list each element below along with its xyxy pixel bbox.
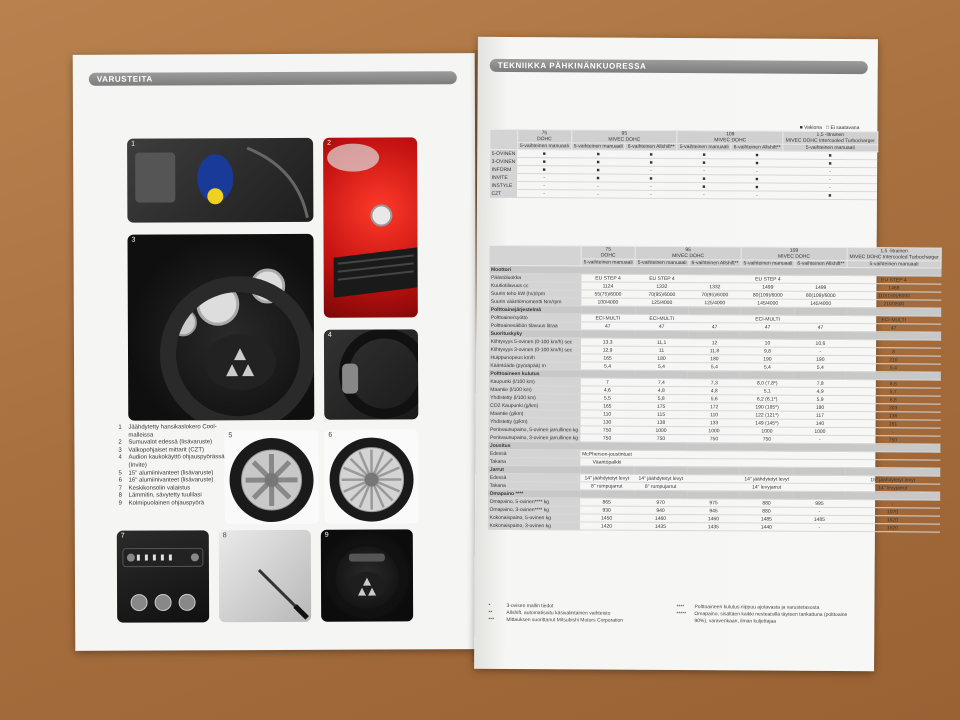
cell-value: 5,4: [581, 362, 635, 370]
cell-value: 6,2 (6,1*): [740, 395, 794, 403]
row-label: Omapaino, 5-ovinen**** kg: [488, 497, 580, 506]
cell-value: 10: [740, 339, 794, 347]
cell-value: 5,4: [688, 363, 740, 371]
cell-value: 7: [580, 378, 634, 386]
cell-value: 995: [793, 499, 845, 507]
audio-controls-illustration: [324, 329, 418, 419]
cell-value: 115: [634, 410, 688, 418]
footnotes-right: [676, 604, 856, 626]
page-heading: TEKNIIKKA PÄHKINÄNKUORESSA: [490, 59, 868, 74]
engine-header: 75 DOHC: [517, 130, 571, 143]
legend-item: 1 Jäähdytetty hansikaslokero Cool-malleissa: [118, 424, 217, 439]
cell-value: 165: [581, 354, 635, 362]
cell-value: ■: [677, 175, 731, 183]
cell-value: ■: [625, 174, 677, 182]
cell-value: 1332: [635, 282, 689, 290]
gearbox-header: 5-vaihteinen manuaali: [847, 261, 941, 269]
row-label: Polttoaine/syöttö: [489, 313, 581, 322]
legend-item: 2 Sumuvalot edessä (lisävaruste): [118, 439, 213, 446]
footnotes-left: [488, 603, 668, 625]
gearbox-header: 6-vaihteinen Allshift**: [689, 260, 741, 267]
photo-wheel-15: [224, 430, 318, 524]
photo-windshield: [219, 530, 311, 622]
row-label: Edessä: [488, 473, 580, 482]
cell-value: 47: [795, 323, 847, 331]
row-label: CO2 Kaupunki (g/km): [488, 401, 580, 410]
legend-item: 4 Audion kaukokäyttö ohjauspyörässä (Invite): [118, 454, 225, 469]
cell-value: 5,4: [794, 363, 846, 371]
cell-value: ■: [571, 158, 625, 166]
cell-value: 110: [580, 410, 634, 418]
cell-value: -: [793, 523, 845, 531]
cell-value: ■: [517, 158, 571, 166]
footnote: * 3-ovisen mallin tiedot: [488, 602, 554, 610]
row-label: Perävaunupaino, 5-ovinen jarrullinen kg: [488, 425, 580, 434]
engine-header: 109 MIVEC DOHC: [741, 247, 847, 261]
cell-value: -: [793, 507, 845, 515]
cell-value: 203: [846, 404, 940, 413]
photo-fog-light: [323, 137, 418, 317]
cell-value: 5,4: [634, 362, 688, 370]
cell-value: 80(109)/6000: [741, 291, 795, 299]
key-not-available: □ Ei saatavana: [826, 124, 860, 132]
row-label: Suurin vääntömomentti Nm/rpm: [489, 297, 581, 306]
cell-value: 8: [846, 348, 940, 357]
cell-value: 1450: [580, 514, 634, 522]
cell-value: -: [783, 167, 877, 176]
cell-value: 7,3: [688, 379, 740, 387]
tech-spec-table: [487, 245, 942, 533]
page-heading: VARUSTEITA: [89, 71, 457, 86]
legend-item: 6 16" alumiinivanteet (lisävaruste): [118, 477, 214, 484]
wheel-15-illustration: [224, 430, 318, 524]
row-label: Kaupunki (l/100 km): [488, 377, 580, 386]
key-standard: ■ Vakiona: [799, 124, 822, 131]
row-label: Kokonaispaino, 3-ovinen kg: [487, 521, 579, 530]
cell-value: 750: [580, 434, 634, 442]
fog-light-illustration: [323, 137, 418, 317]
cell-value: 47: [635, 322, 689, 330]
footnote: **** Polttoaineen kulutus riippuu ajotavasta ja varustetasosta: [676, 604, 820, 611]
cell-value: 1000: [794, 427, 846, 435]
cell-value: -: [845, 500, 939, 509]
cell-value: 190 (185*): [740, 403, 794, 411]
cell-value: 1332: [689, 283, 741, 291]
glovebox-illustration: [127, 138, 313, 223]
cell-value: 975: [688, 499, 740, 507]
cell-value: 122 (121*): [740, 411, 794, 419]
header-blank: [489, 245, 581, 266]
cell-value: -: [571, 182, 625, 190]
cell-value: 125/4000: [635, 298, 689, 306]
cell-value: 80(109)/6000: [795, 291, 847, 299]
cell-value: 970: [634, 498, 688, 506]
gearbox-header: 5-vaihteinen manuaali: [635, 259, 689, 266]
photo-steering-wheel: [321, 529, 413, 621]
cell-value: ■: [625, 158, 677, 166]
cell-value: -: [846, 428, 940, 437]
cell-value: 1000: [740, 427, 794, 435]
row-label: INSTYLE: [490, 181, 518, 189]
engine-header: 1,5 -litrainen MIVEC DOHC Intercooled Turbocharger: [847, 248, 941, 262]
cell-value: -: [731, 191, 783, 199]
cell-value: ■: [783, 159, 877, 168]
cell-value: 180: [794, 403, 846, 411]
gearbox-header: 6-vaihteinen Allshift**: [795, 260, 847, 267]
cell-value: 70(95)/6000: [689, 291, 741, 299]
cell-value: ■: [783, 151, 877, 160]
cell-value: 4,8: [688, 387, 740, 395]
photo-center-console: [117, 530, 209, 622]
photo-glovebox: [127, 138, 313, 223]
cell-value: 1468: [847, 284, 941, 293]
wheel-16-illustration: [324, 429, 418, 523]
cell-value: 880: [740, 499, 794, 507]
photo-number: 2: [327, 139, 332, 147]
cell-value: EU STEP 4: [635, 274, 689, 282]
photo-number: 7: [120, 532, 125, 540]
cell-value: 930: [580, 506, 634, 514]
cell-value: 1485: [793, 515, 845, 523]
cell-value: 1124: [581, 282, 635, 290]
legend-item: 5 15" alumiinivanteet (lisävaruste): [118, 469, 214, 477]
photo-legend: [118, 424, 226, 508]
cell-value: -: [571, 190, 625, 198]
cell-value: 47: [846, 324, 940, 333]
cell-value: 4,8: [634, 386, 688, 394]
row-label: Kokonaispaino, 5-ovinen kg: [487, 513, 579, 522]
cell-value: 11,1: [635, 338, 689, 346]
steering-wheel-3-spoke-illustration: [321, 529, 413, 621]
trim-availability-table: [489, 129, 878, 200]
cell-value: -: [794, 435, 846, 443]
cell-value: 1420: [580, 522, 634, 530]
cell-value: 4,9: [794, 387, 846, 395]
cell-value: 1499: [741, 283, 795, 291]
cell-value: 1485: [739, 515, 793, 523]
cell-value: 210/3500: [847, 300, 941, 309]
cell-value: -: [846, 340, 940, 349]
cell-value: 1520: [845, 524, 939, 533]
cell-value: 750: [688, 435, 740, 443]
cell-value: -: [517, 190, 571, 198]
legend-item: 3 Valkopohjaiset mittarit (CZT): [118, 447, 205, 454]
steering-wheel-illustration: [127, 234, 314, 421]
cell-value: 14" levyjarrut: [846, 484, 940, 493]
cell-value: 125/4000: [689, 299, 741, 307]
engine-header: 75 DOHC: [581, 246, 635, 259]
row-label: 5-OVINEN: [490, 149, 518, 157]
cell-value: ■: [677, 159, 731, 167]
cell-value: ■: [571, 174, 625, 182]
cell-value: 55(75)/6000: [581, 290, 635, 298]
cell-value: 750: [740, 435, 794, 443]
row-label: Yhdistetty (g/km): [488, 417, 580, 426]
legend-item: 7 Keskikonsolin valaistus: [118, 485, 191, 492]
cell-value: -: [625, 166, 677, 174]
cell-value: 136: [846, 412, 940, 421]
cell-value: 11: [635, 346, 689, 354]
row-label: Päästöluokka: [489, 273, 581, 282]
engine-header: 95 MIVEC DOHC: [571, 130, 677, 144]
cell-value: -: [794, 347, 846, 355]
cell-value: 1070: [845, 508, 939, 517]
cell-value: 13,3: [581, 338, 635, 346]
photo-number: 8: [222, 532, 227, 540]
cell-value: 5,4: [846, 364, 940, 373]
cell-value: 750: [634, 434, 688, 442]
cell-value: ■: [731, 151, 783, 159]
row-label: Moottori: [489, 265, 581, 274]
row-label: Huippunopeus km/h: [488, 353, 580, 362]
cell-value: 161: [846, 420, 940, 429]
gearbox-header: 5-vaihteinen manuaali: [741, 260, 795, 267]
trim-table-body: [489, 149, 877, 199]
cell-value: 14" levyjarrut: [740, 483, 794, 491]
cell-value: 130: [580, 418, 634, 426]
engine-header: 95 MIVEC DOHC: [635, 246, 741, 260]
row-label: Yhdistetty (l/100 km): [488, 393, 580, 402]
cell-value: ECI-MULTI: [847, 316, 941, 325]
cell-value: -: [783, 183, 877, 192]
row-label: INFORM: [490, 165, 518, 173]
cell-value: ■: [677, 183, 731, 191]
row-label: Polttoainejärjestelmä: [489, 305, 581, 314]
cell-value: 110(150)/6000: [847, 292, 941, 301]
photo-number: 1: [131, 140, 136, 148]
cell-value: -: [783, 175, 877, 184]
cell-value: -: [677, 167, 731, 175]
gearbox-header: 5-vaihteinen manuaali: [581, 259, 635, 266]
cell-value: 172: [688, 403, 740, 411]
cell-value: 14" jäähdytetyt levyt: [740, 475, 794, 483]
cell-value: 11,8: [688, 347, 740, 355]
cell-value: 1000: [688, 427, 740, 435]
footnote: ***** Omapaino, sisältäen kaikki nesteaisillä täyteen tankattuna (polttoaine 90%), varavenkaan, ilman kuljettajaa: [676, 611, 848, 625]
cell-value: 940: [634, 506, 688, 514]
row-label: Suurin teho kW (hv)/rpm: [489, 289, 581, 298]
photo-number: 3: [131, 236, 136, 244]
cell-value: 880: [739, 507, 793, 515]
cell-value: ECI-MULTI: [741, 315, 795, 323]
gearbox-header: 5-vaihteinen manuaali: [571, 143, 625, 150]
cell-value: 5,8: [634, 394, 688, 402]
row-label: Jarrut: [488, 465, 580, 474]
row-label: CZT: [489, 189, 517, 197]
photo-audio-controls: [324, 329, 418, 419]
cell-value: 47: [741, 323, 795, 331]
cell-value: 1520: [845, 516, 939, 525]
cell-value: ■: [731, 183, 783, 191]
engine-header: 109 MIVEC DOHC: [677, 131, 783, 145]
cell-value: 180: [688, 355, 740, 363]
cell-value: 750: [580, 426, 634, 434]
cell-value: ■: [571, 166, 625, 174]
cell-value: ■: [677, 151, 731, 159]
gearbox-header: 5-vaihteinen manuaali: [677, 144, 731, 151]
row-label: Suorituskyky: [489, 329, 581, 338]
row-label: Maantie (l/100 km): [488, 385, 580, 394]
photo-number: 9: [324, 531, 329, 539]
cell-value: ■: [517, 150, 571, 158]
cell-value: ECI-MULTI: [635, 314, 689, 322]
cell-value: 5,7: [846, 388, 940, 397]
row-label: Takana: [488, 457, 580, 466]
cell-value: 4,6: [580, 386, 634, 394]
cell-value: 1460: [634, 514, 688, 522]
cell-value: 8" rumpujarrut: [580, 482, 634, 490]
cell-value: 12,9: [581, 346, 635, 354]
row-label: 3-OVINEN: [490, 157, 518, 165]
cell-value: 165: [580, 402, 634, 410]
cell-value: 180: [634, 354, 688, 362]
cell-value: ■: [731, 175, 783, 183]
right-page: [474, 37, 939, 671]
cell-value: 9,8: [740, 347, 794, 355]
cell-value: 5,9: [794, 395, 846, 403]
row-label: Perävaunupaino, 3-ovinen jarrullinen kg: [488, 433, 580, 442]
cell-value: EU STEP 4: [741, 275, 795, 283]
row-label: Takana: [488, 481, 580, 490]
cell-value: McPherson-joustintuet: [580, 450, 634, 458]
cell-value: 47: [581, 322, 635, 330]
footnote: ** Allshift, automatisoitu käsivalintainen vaihteisto: [488, 609, 611, 617]
cell-value: 1460: [687, 515, 739, 523]
cell-value: -: [677, 191, 731, 199]
cell-value: ■: [517, 166, 571, 174]
cell-value: 5,5: [580, 394, 634, 402]
cell-value: -: [625, 190, 677, 198]
row-label: Omapaino, 3-ovinen**** kg: [488, 505, 580, 514]
cell-value: 6,8: [846, 396, 940, 405]
cell-value: 210: [846, 356, 940, 365]
cell-value: 8,6: [846, 380, 940, 389]
cell-value: 15" jäähdytetyt levyt: [846, 476, 940, 485]
left-page: [73, 53, 478, 651]
cell-value: ECI-MULTI: [581, 314, 635, 322]
gearbox-header: 6-vaihteinen Allshift**: [625, 143, 677, 150]
spec-row: [487, 521, 939, 532]
legend-item: 9 Kolmipuolainen ohjauspyörä: [118, 500, 205, 507]
cell-value: 8" rumpujarrut: [634, 482, 688, 490]
cell-value: EU STEP 4: [847, 276, 941, 285]
trim-row: [489, 189, 877, 199]
cell-value: 117: [794, 411, 846, 419]
console-illustration: [117, 530, 209, 622]
row-label: Maantie (g/km): [488, 409, 580, 418]
cell-value: 8,0 (7,8*): [740, 379, 794, 387]
cell-value: 7,8: [794, 379, 846, 387]
cell-value: 1440: [739, 523, 793, 531]
cell-value: Väantöpalkki: [580, 458, 634, 466]
cell-value: 145/4000: [741, 299, 795, 307]
row-label: Jousitus: [488, 441, 580, 450]
photo-instrument-cluster: [127, 234, 314, 421]
cell-value: ■: [783, 191, 877, 200]
cell-value: 14" jäähdytetyt levyt: [580, 474, 634, 482]
row-label: Kuutiotilavuus cc: [489, 281, 581, 290]
cell-value: 175: [634, 402, 688, 410]
cell-value: 145/4000: [795, 299, 847, 307]
row-label: Kääntöäde (pyöräpää) m: [488, 361, 580, 370]
cell-value: 1435: [633, 522, 687, 530]
cell-value: 149 (145*): [740, 419, 794, 427]
cell-value: 12: [689, 339, 741, 347]
windshield-illustration: [219, 530, 311, 622]
row-label: Polttoaineen kulutus: [488, 369, 580, 378]
cell-value: 110: [688, 411, 740, 419]
cell-value: 5,1: [740, 387, 794, 395]
gearbox-header: 5-vaihteinen manuaali: [517, 143, 571, 150]
cell-value: 5,6: [688, 395, 740, 403]
cell-value: -: [517, 174, 571, 182]
photo-number: 4: [327, 331, 332, 339]
cell-value: 133: [688, 419, 740, 427]
cell-value: -: [517, 182, 571, 190]
cell-value: 750: [846, 436, 940, 445]
cell-value: 14" jäähdytetyt levyt: [634, 474, 688, 482]
cell-value: 190: [794, 355, 846, 363]
footnote: *** Mittauksen suorittanut Mitsubishi Motors Corporation: [488, 616, 624, 624]
gearbox-header: 6-vaihteinen Allshift**: [731, 144, 783, 151]
row-label: Edessä: [488, 449, 580, 458]
cell-value: 865: [580, 498, 634, 506]
cell-value: 7,4: [634, 378, 688, 386]
photo-number: 5: [228, 432, 233, 440]
cell-value: 5,4: [740, 363, 794, 371]
spec-table-body: [487, 265, 941, 532]
cell-value: 1000: [634, 426, 688, 434]
cell-value: 140: [794, 419, 846, 427]
cell-value: 138: [634, 418, 688, 426]
cell-value: 190: [740, 355, 794, 363]
cell-value: 10,6: [794, 339, 846, 347]
row-label: Polttoainesäiliön tilavuus litraa: [489, 321, 581, 330]
photo-wheel-16: [324, 429, 418, 523]
engine-header: 1,5 -litrainen MIVEC DOHC Intercooled Turbocharger: [783, 131, 877, 145]
cell-value: 1499: [795, 283, 847, 291]
cell-value: ■: [625, 150, 677, 158]
cell-value: 945: [687, 507, 739, 515]
row-label: Kiihtyvyys 3-ovinen (0-100 km/h) sec: [489, 345, 581, 354]
cell-value: 70(95)/6000: [635, 290, 689, 298]
gearbox-header: 5-vaihteinen manuaali: [783, 144, 877, 152]
cell-value: 47: [689, 323, 741, 331]
row-label: Omapaino ****: [488, 489, 580, 498]
legend-item: 8 Lämmitin, sävytetty tuulilasi: [118, 492, 202, 500]
cell-value: -: [731, 167, 783, 175]
cell-value: 1435: [687, 523, 739, 531]
header-blank: [490, 129, 518, 149]
cell-value: 100/4000: [581, 298, 635, 306]
row-label: INVITE: [490, 173, 518, 181]
cell-value: -: [625, 182, 677, 190]
cell-value: EU STEP 4: [581, 274, 635, 282]
cell-value: ■: [571, 150, 625, 158]
photo-number: 6: [328, 431, 333, 439]
row-label: Kiihtyvyys 5-ovinen (0-100 km/h) sec: [489, 337, 581, 346]
cell-value: ■: [731, 159, 783, 167]
